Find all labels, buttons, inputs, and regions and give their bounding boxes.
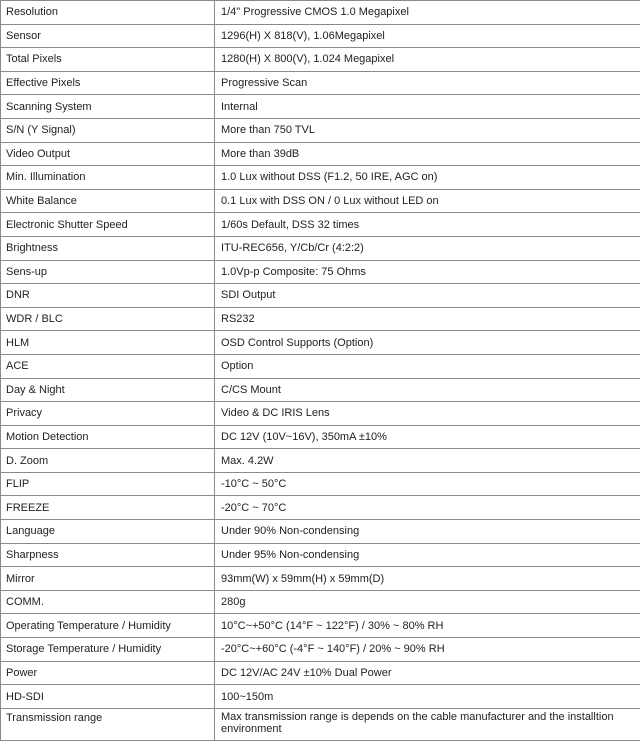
spec-value: -20°C ~ 70°C — [215, 496, 640, 520]
spec-row — [1, 260, 640, 284]
spec-value: Progressive Scan — [215, 71, 640, 95]
spec-value: Internal — [215, 95, 640, 119]
spec-row — [1, 189, 640, 213]
spec-label: Operating Temperature / Humidity — [1, 614, 215, 638]
spec-value: 280g — [215, 590, 640, 614]
spec-label: Power — [1, 661, 215, 685]
spec-row — [1, 24, 640, 48]
spec-label: Mirror — [1, 567, 215, 591]
spec-row — [1, 118, 640, 142]
spec-row — [1, 520, 640, 544]
spec-label: Language — [1, 520, 215, 544]
spec-row — [1, 95, 640, 119]
spec-row — [1, 142, 640, 166]
spec-label: Video Output — [1, 142, 215, 166]
spec-value: 100~150m — [215, 685, 640, 709]
spec-value: -20°C~+60°C (-4°F ~ 140°F) / 20% ~ 90% RH — [215, 638, 640, 662]
spec-label: Scanning System — [1, 95, 215, 119]
spec-row — [1, 567, 640, 591]
spec-label: HLM — [1, 331, 215, 355]
spec-row — [1, 590, 640, 614]
spec-value: -10°C ~ 50°C — [215, 472, 640, 496]
spec-row — [1, 402, 640, 426]
spec-value: Max. 4.2W — [215, 449, 640, 473]
spec-label: Sharpness — [1, 543, 215, 567]
spec-value: Under 95% Non-condensing — [215, 543, 640, 567]
spec-value: DC 12V/AC 24V ±10% Dual Power — [215, 661, 640, 685]
spec-label: ACE — [1, 354, 215, 378]
spec-label: S/N (Y Signal) — [1, 118, 215, 142]
spec-label: Privacy — [1, 402, 215, 426]
spec-table-body — [1, 1, 640, 741]
spec-row — [1, 166, 640, 190]
spec-label: Total Pixels — [1, 48, 215, 72]
spec-label: Sensor — [1, 24, 215, 48]
spec-row — [1, 48, 640, 72]
spec-label: Storage Temperature / Humidity — [1, 638, 215, 662]
spec-value: Option — [215, 354, 640, 378]
spec-value: OSD Control Supports (Option) — [215, 331, 640, 355]
spec-label: FLIP — [1, 472, 215, 496]
spec-row — [1, 449, 640, 473]
spec-row — [1, 331, 640, 355]
spec-row — [1, 614, 640, 638]
spec-label: FREEZE — [1, 496, 215, 520]
spec-value: 1/60s Default, DSS 32 times — [215, 213, 640, 237]
spec-label: Electronic Shutter Speed — [1, 213, 215, 237]
spec-label: HD-SDI — [1, 685, 215, 709]
spec-value: Under 90% Non-condensing — [215, 520, 640, 544]
spec-value: More than 750 TVL — [215, 118, 640, 142]
spec-label: Sens-up — [1, 260, 215, 284]
spec-row — [1, 378, 640, 402]
spec-row — [1, 236, 640, 260]
spec-value: Max transmission range is depends on the cable manufacturer and the installtion environment — [215, 708, 640, 740]
spec-label: Effective Pixels — [1, 71, 215, 95]
spec-value: C/CS Mount — [215, 378, 640, 402]
spec-label: D. Zoom — [1, 449, 215, 473]
spec-row — [1, 638, 640, 662]
spec-value: 1296(H) X 818(V), 1.06Megapixel — [215, 24, 640, 48]
spec-label: Day & Night — [1, 378, 215, 402]
spec-row — [1, 354, 640, 378]
spec-row — [1, 1, 640, 25]
spec-label: Transmission range — [1, 708, 215, 740]
spec-row — [1, 284, 640, 308]
spec-label: White Balance — [1, 189, 215, 213]
spec-row — [1, 307, 640, 331]
spec-row — [1, 71, 640, 95]
spec-value: 1.0Vp-p Composite: 75 Ohms — [215, 260, 640, 284]
spec-value: Video & DC IRIS Lens — [215, 402, 640, 426]
spec-row — [1, 543, 640, 567]
spec-label: Min. Illumination — [1, 166, 215, 190]
spec-row — [1, 708, 640, 740]
spec-label: Brightness — [1, 236, 215, 260]
spec-value: ITU-REC656, Y/Cb/Cr (4:2:2) — [215, 236, 640, 260]
spec-label: Resolution — [1, 1, 215, 25]
spec-value: SDI Output — [215, 284, 640, 308]
spec-row — [1, 472, 640, 496]
spec-label: Motion Detection — [1, 425, 215, 449]
spec-value: More than 39dB — [215, 142, 640, 166]
spec-row — [1, 425, 640, 449]
spec-value: DC 12V (10V~16V), 350mA ±10% — [215, 425, 640, 449]
spec-row — [1, 685, 640, 709]
spec-label: DNR — [1, 284, 215, 308]
spec-value: 93mm(W) x 59mm(H) x 59mm(D) — [215, 567, 640, 591]
spec-row — [1, 661, 640, 685]
spec-label: WDR / BLC — [1, 307, 215, 331]
spec-value: 1.0 Lux without DSS (F1.2, 50 IRE, AGC on) — [215, 166, 640, 190]
spec-value: RS232 — [215, 307, 640, 331]
spec-value: 1/4" Progressive CMOS 1.0 Megapixel — [215, 1, 640, 25]
spec-value: 1280(H) X 800(V), 1.024 Megapixel — [215, 48, 640, 72]
spec-row — [1, 496, 640, 520]
spec-label: COMM. — [1, 590, 215, 614]
spec-value: 0.1 Lux with DSS ON / 0 Lux without LED on — [215, 189, 640, 213]
spec-row — [1, 213, 640, 237]
spec-value: 10°C~+50°C (14°F ~ 122°F) / 30% ~ 80% RH — [215, 614, 640, 638]
